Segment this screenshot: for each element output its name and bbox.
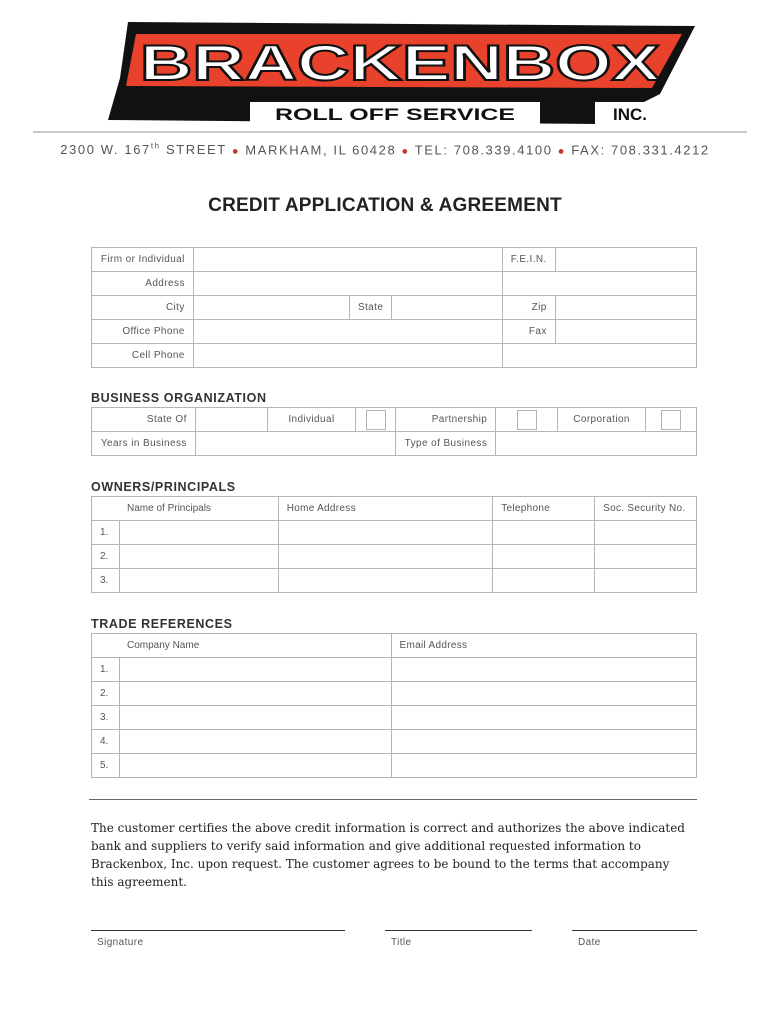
page-title: CREDIT APPLICATION & AGREEMENT — [208, 195, 562, 216]
state-of-label: State Of — [92, 408, 196, 432]
address-field-extension[interactable] — [502, 272, 696, 296]
company-name-field[interactable] — [119, 754, 391, 778]
company-name-field[interactable] — [119, 730, 391, 754]
certification-text: The customer certifies the above credit information is correct and authorizes the above indicated bank and suppliers to verify said information and give additional requested information to Brackenbox, Inc. upon request. The customer agrees to be bound to the terms that accompany this agreement. — [91, 821, 685, 889]
address-label: Address — [92, 272, 194, 296]
table-row — [92, 521, 697, 545]
cell-phone-field[interactable] — [193, 344, 502, 368]
individual-checkbox-cell — [356, 408, 396, 432]
telephone-field[interactable] — [493, 545, 595, 569]
home-address-field[interactable] — [278, 521, 493, 545]
table-row — [92, 730, 697, 754]
row-number: 2. — [92, 682, 120, 706]
section-divider — [89, 799, 697, 800]
table-row — [92, 545, 697, 569]
firm-field[interactable] — [193, 248, 502, 272]
company-name-field[interactable] — [119, 658, 391, 682]
telephone: TEL: 708.339.4100 — [414, 142, 553, 158]
home-address-field[interactable] — [278, 569, 493, 593]
trade-references-heading: TRADE REFERENCES — [91, 617, 233, 631]
row-number: 3. — [92, 706, 120, 730]
email-address-field[interactable] — [391, 658, 696, 682]
name-field[interactable] — [119, 569, 278, 593]
column-header-name: Name of Principals — [92, 497, 279, 521]
logo-wordmark: BRACKENBOX — [140, 35, 660, 91]
title-label: Title — [391, 937, 412, 948]
office-phone-field[interactable] — [193, 320, 502, 344]
owners-principals-heading: OWNERS/PRINCIPALS — [91, 480, 236, 494]
individual-label: Individual — [267, 408, 356, 432]
fax-field[interactable] — [555, 320, 696, 344]
partnership-checkbox[interactable] — [517, 410, 537, 430]
separator-dot: ● — [557, 145, 567, 158]
city-field[interactable] — [193, 296, 349, 320]
corporation-label: Corporation — [558, 408, 646, 432]
years-in-business-field[interactable] — [195, 432, 396, 456]
table-row — [92, 754, 697, 778]
ssn-field[interactable] — [595, 521, 697, 545]
business-organization-table — [91, 407, 697, 456]
company-name-field[interactable] — [119, 706, 391, 730]
owners-table — [91, 496, 697, 593]
title-line[interactable] — [385, 930, 532, 931]
fax-number: FAX: 708.331.4212 — [571, 142, 710, 158]
row-number: 1. — [92, 521, 120, 545]
brackenbox-logo — [100, 20, 700, 130]
column-header-company-name: Company Name — [92, 634, 392, 658]
corporation-checkbox-cell — [646, 408, 697, 432]
email-address-field[interactable] — [391, 706, 696, 730]
email-address-field[interactable] — [391, 754, 696, 778]
trade-references-table — [91, 633, 697, 778]
signature-label: Signature — [97, 937, 144, 948]
row-number: 4. — [92, 730, 120, 754]
row-number: 3. — [92, 569, 120, 593]
blank-cell — [502, 344, 696, 368]
cell-phone-label: Cell Phone — [92, 344, 194, 368]
corporation-checkbox[interactable] — [661, 410, 681, 430]
individual-checkbox[interactable] — [366, 410, 386, 430]
telephone-field[interactable] — [493, 569, 595, 593]
separator-dot: ● — [231, 145, 241, 158]
header-rule — [33, 131, 747, 133]
business-organization-heading: BUSINESS ORGANIZATION — [91, 391, 267, 405]
contact-line — [0, 142, 770, 157]
table-row — [92, 569, 697, 593]
signature-line[interactable] — [91, 930, 345, 931]
partnership-label: Partnership — [396, 408, 496, 432]
name-field[interactable] — [119, 521, 278, 545]
fax-label: Fax — [502, 320, 555, 344]
type-of-business-field[interactable] — [496, 432, 697, 456]
fein-field[interactable] — [555, 248, 696, 272]
logo-subtitle: ROLL OFF SERVICE — [275, 105, 515, 124]
zip-field[interactable] — [555, 296, 696, 320]
ssn-field[interactable] — [595, 545, 697, 569]
city-label: City — [92, 296, 194, 320]
city-state-zip: MARKHAM, IL 60428 — [245, 142, 397, 158]
state-field[interactable] — [392, 296, 502, 320]
ssn-field[interactable] — [595, 569, 697, 593]
partnership-checkbox-cell — [496, 408, 558, 432]
row-number: 2. — [92, 545, 120, 569]
column-header-ssn: Soc. Security No. — [595, 497, 697, 521]
date-line[interactable] — [572, 930, 697, 931]
separator-dot: ● — [401, 145, 410, 158]
company-name-field[interactable] — [119, 682, 391, 706]
column-header-home-address: Home Address — [278, 497, 493, 521]
row-number: 1. — [92, 658, 120, 682]
address-field[interactable] — [193, 272, 502, 296]
column-header-email-address: Email Address — [391, 634, 696, 658]
home-address-field[interactable] — [278, 545, 493, 569]
fein-label: F.E.I.N. — [502, 248, 555, 272]
logo-inc: INC. — [613, 105, 647, 124]
row-number: 5. — [92, 754, 120, 778]
firm-label: Firm or Individual — [92, 248, 194, 272]
date-label: Date — [578, 937, 601, 948]
email-address-field[interactable] — [391, 682, 696, 706]
table-row — [92, 706, 697, 730]
table-row — [92, 682, 697, 706]
state-of-field[interactable] — [195, 408, 267, 432]
office-phone-label: Office Phone — [92, 320, 194, 344]
name-field[interactable] — [119, 545, 278, 569]
zip-label: Zip — [502, 296, 555, 320]
telephone-field[interactable] — [493, 521, 595, 545]
street-address: 2300 W. 167th STREET — [60, 142, 227, 158]
email-address-field[interactable] — [391, 730, 696, 754]
applicant-table — [91, 247, 697, 368]
type-of-business-label: Type of Business — [396, 432, 496, 456]
years-in-business-label: Years in Business — [92, 432, 196, 456]
column-header-telephone: Telephone — [493, 497, 595, 521]
table-row — [92, 658, 697, 682]
state-label: State — [349, 296, 391, 320]
